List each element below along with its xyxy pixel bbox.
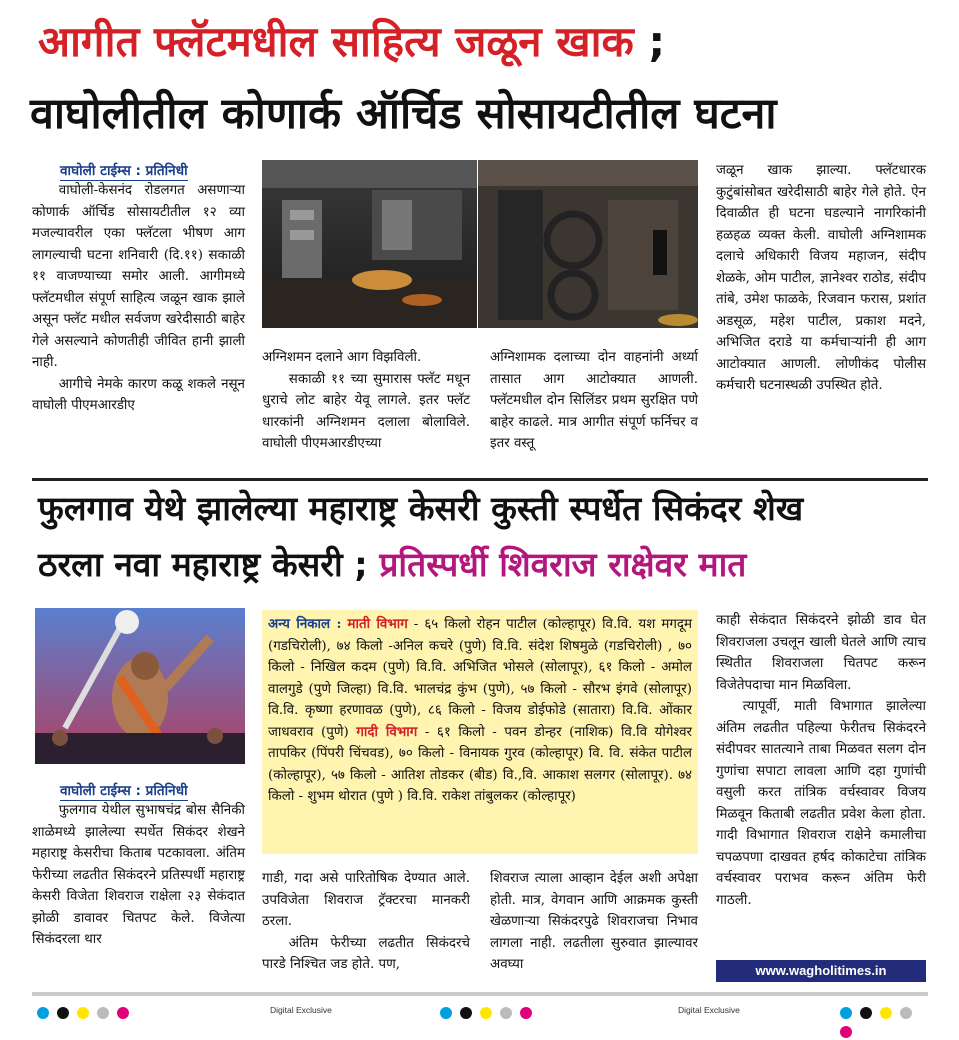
other-results-box (262, 610, 698, 854)
magenta-swatch (117, 1007, 129, 1019)
mat-category-label: गादी विभाग (356, 723, 418, 740)
website-banner[interactable] (716, 960, 926, 982)
magenta-swatch (520, 1007, 532, 1019)
footer-strip (32, 992, 928, 1020)
yellow-swatch (480, 1007, 492, 1019)
black-swatch (460, 1007, 472, 1019)
soil-category-results: - ६५ किलो रोहन पाटील (कोल्हापूर) वि.वि. यश मगदूम (गडचिरोली), ७४ किलो -अनिल कचरे (पुणे) वि.वि. संदेश शिषमुळे (गडचिरोली) , ७० किलो - निखिल कदम (पुणे) वि.वि. अभिजित भोसले (सोलापूर), ६१ किलो - अमोल वालगुडे (पुणे जिल्हा) वि.वि. भालचंद्र कुंभ (पुणे), ५७ किलो - सौरभ इंगवे (सोलापूर) वि.वि. कृष्णा हरणावळ (पुणे), ८६ किलो - विजय डोईफोडे (सातारा) वि.वि. ओंकार जाधवराव (पुणे) (268, 617, 692, 740)
story2-byline: वाघोली टाईम्स : प्रतिनिधी (60, 783, 188, 799)
story2-col1-para1: फुलगाव येथील सुभाषचंद्र बोस सैनिकी शाळेमध्ये झालेल्या स्पर्धेत सिकंदर शेखने महाराष्ट्र केसरीचा किताब पटकावला. अंतिम फेरीच्या लढतीत सिकंदरने प्रतिस्पर्धी महाराष्ट्र केसरी विजेता शिवराज राक्षेला २३ सेकंदात झोळी डावावर चितपट केले. विजेत्या सिकंदरला थार (32, 803, 245, 947)
story2-headline: फुलगाव येथे झालेल्या महाराष्ट्र केसरी कुस्ती स्पर्धेत सिकंदर शेख (38, 489, 804, 528)
footer-swatches-right (840, 1002, 928, 1040)
wrestler-photo (35, 608, 245, 764)
fire-photo-right (478, 160, 698, 328)
story1-column-2 (262, 347, 470, 455)
footer-swatches-middle (440, 1002, 535, 1021)
story2-col4-para2: त्यापूर्वी, माती विभागात झालेल्या अंतिम लढतीत पहिल्या फेरीतच सिकंदरने संदीपवर सातत्याने ताबा मिळवत सलग दोन गुणांचा सपाटा लावला आणि दहा गुणांची वसुली करत तांत्रिक वर्चस्वावर विजय मिळवून किताबी लढतीत प्रवेश केला होता. गादी विभागात शिवराज राक्षेने कमालीचा चपळपणा दाखवत हर्षद कोकाटेचा तांत्रिक वर्चस्वावर पराभव करून अंतिम फेरी गाठली. (716, 699, 926, 908)
story1-col2-para1: अग्निशमन दलाने आग विझविली. (262, 350, 422, 365)
other-results-label: अन्य निकाल : (268, 616, 342, 632)
footer-label-right: Digital Exclusive (678, 1005, 740, 1015)
fire-photo-left (262, 160, 477, 328)
yellow-swatch (77, 1007, 89, 1019)
yellow-swatch (880, 1007, 892, 1019)
story1-column-3 (490, 347, 698, 455)
black-swatch (57, 1007, 69, 1019)
magenta-swatch (840, 1026, 852, 1038)
story1-headline-red: आगीत फ्लॅटमधील साहित्य जळून खाक (38, 17, 634, 66)
story1-col1-para2: आगीचे नेमके कारण कळू शकले नसून वाघोली पीएमआरडीए (32, 376, 245, 413)
story2-column-1 (32, 800, 245, 951)
story2-column-3 (490, 868, 698, 976)
black-swatch (860, 1007, 872, 1019)
story1-col3-para1: अग्निशामक दलाच्या दोन वाहनांनी अर्ध्या तासात आग आटोक्यात आणली. फ्लॅटमधील दोन सिलिंडर प्रथम सुरक्षित पणे बाहेर काढले. मात्र आगीत संपूर्ण फर्निचर व इतर वस्तू (490, 350, 698, 451)
story1-column-4 (716, 160, 926, 397)
story2-headline-line2-magenta: प्रतिस्पर्धी शिवराज राक्षेवर मात (379, 545, 747, 584)
story2-col2-para2: अंतिम फेरीच्या लढतीत सिकंदरचे पारडे निश्चित जड होते. पण, (262, 935, 470, 972)
cyan-swatch (840, 1007, 852, 1019)
story1-byline: वाघोली टाईम्स : प्रतिनिधी (60, 163, 188, 179)
mat-category-results: - ६१ किलो - पवन डोन्हर (नाशिक) वि.वि योगेश्वर तापकिर (पिंपरी चिंचवड), ७० किलो - विनायक गुरव (कोल्हापूर) वि. वि. संकेत पाटील (कोल्हापूर), ५७ किलो - आतिश तोडकर (बीड) वि.,वि. आकाश सलगर (सोलापूर). ७४ किलो - शुभम थोरात (पुणे ) वि.वि. राकेश तांबुलकर (कोल्हापूर) (268, 724, 692, 804)
gray-swatch (97, 1007, 109, 1019)
story1-column-1 (32, 180, 245, 417)
fire-photo-left-image (262, 160, 477, 328)
story2-column-2 (262, 868, 470, 976)
story2-col2-para1: गाडी, गदा असे पारितोषिक देण्यात आले. उपविजेता शिवराज ट्रॅक्टरचा मानकरी ठरला. (262, 871, 470, 929)
footer-swatches-left (37, 1002, 132, 1021)
story1-col2-para2: सकाळी ११ च्या सुमारास फ्लॅट मधून धुराचे लोट बाहेर येवू लागले. इतर फ्लॅट धारकांनी अग्निशमन दलाला बोलाविले. वाघोली पीएमआरडीएच्या (262, 371, 470, 451)
fire-photo-right-image (478, 160, 698, 328)
story2-column-4 (716, 610, 926, 911)
gray-swatch (900, 1007, 912, 1019)
story2-byline-wrap (60, 780, 230, 799)
story1-headline-separator: ; (648, 17, 666, 66)
story2-col3-para1: शिवराज त्याला आव्हान देईल अशी अपेक्षा होती. मात्र, वेगवान आणि आक्रमक कुस्ती खेळणाऱ्या सिकंदरपुढे शिवराजचा निभाव लागला नाही. लढतीला सुरुवात झाल्यावर अवघ्या (490, 871, 698, 972)
footer-gray-bar (32, 992, 928, 996)
gray-swatch (500, 1007, 512, 1019)
story2-headline-line2 (38, 546, 938, 585)
story1-subheadline: वाघोलीतील कोणार्क ऑर्चिड सोसायटीतील घटना (30, 89, 777, 139)
cyan-swatch (440, 1007, 452, 1019)
section-divider (32, 478, 928, 481)
wrestler-photo-image (35, 608, 245, 764)
story1-headline (38, 18, 938, 66)
story1-byline-wrap (60, 160, 230, 179)
website-url[interactable]: www.wagholitimes.in (755, 963, 887, 978)
story1-col1-para1: वाघोली-केसनंद रोडलगत असणाऱ्या कोणार्क ऑर्चिड सोसायटीतील १२ व्या मजल्यावरील एका फ्लॅटला भीषण आग लागल्याची घटना शनिवारी (दि.११) सकाळी ११ वाजण्याच्या समोर आली. आगीमध्ये फ्लॅटमधील संपूर्ण साहित्य जळून खाक झाले असून फ्लॅट मधील सर्वजण खरेदीसाठी बाहेर गेले असल्याने कोणतीही जीवित हानी झाली नाही. (32, 183, 245, 370)
footer-label-left: Digital Exclusive (270, 1005, 332, 1015)
story2-headline-line2-black: ठरला नवा महाराष्ट्र केसरी ; (38, 545, 368, 584)
story2-col4-para1: काही सेकंदात सिकंदरने झोळी डाव घेत शिवराजला उचलून खाली घेतले आणि त्याच स्थितीत शिवराजला चितपट करून विजेतेपदाचा मान मिळविला. (716, 613, 926, 693)
cyan-swatch (37, 1007, 49, 1019)
soil-category-label: माती विभाग (347, 616, 408, 632)
other-results-text (268, 614, 692, 808)
story1-col4-para1: जळून खाक झाल्या. फ्लॅटधारक कुटुंबांसोबत खरेदीसाठी बाहेर गेले होते. ऐन दिवाळीत ही घटना घडल्याने नागरिकांनी हळहळ व्यक्त केली. वाघोली अग्निशामक दलाचे अधिकारी विजय महाजन, संदीप शेळके, ओम पाटील, ज्ञानेश्वर राठोड, संदीप तांबे, उमेश फाळके, रिजवान फरास, प्रशांत अडसूळ, महेश पाटील, प्रकाश मदने, अभिजित दराडे या कर्मचाऱ्यांनी ही आग आटोक्यात आणली. लोणीकंद पोलीस कर्मचारी घटनास्थळी उपस्थित होते. (716, 163, 926, 393)
